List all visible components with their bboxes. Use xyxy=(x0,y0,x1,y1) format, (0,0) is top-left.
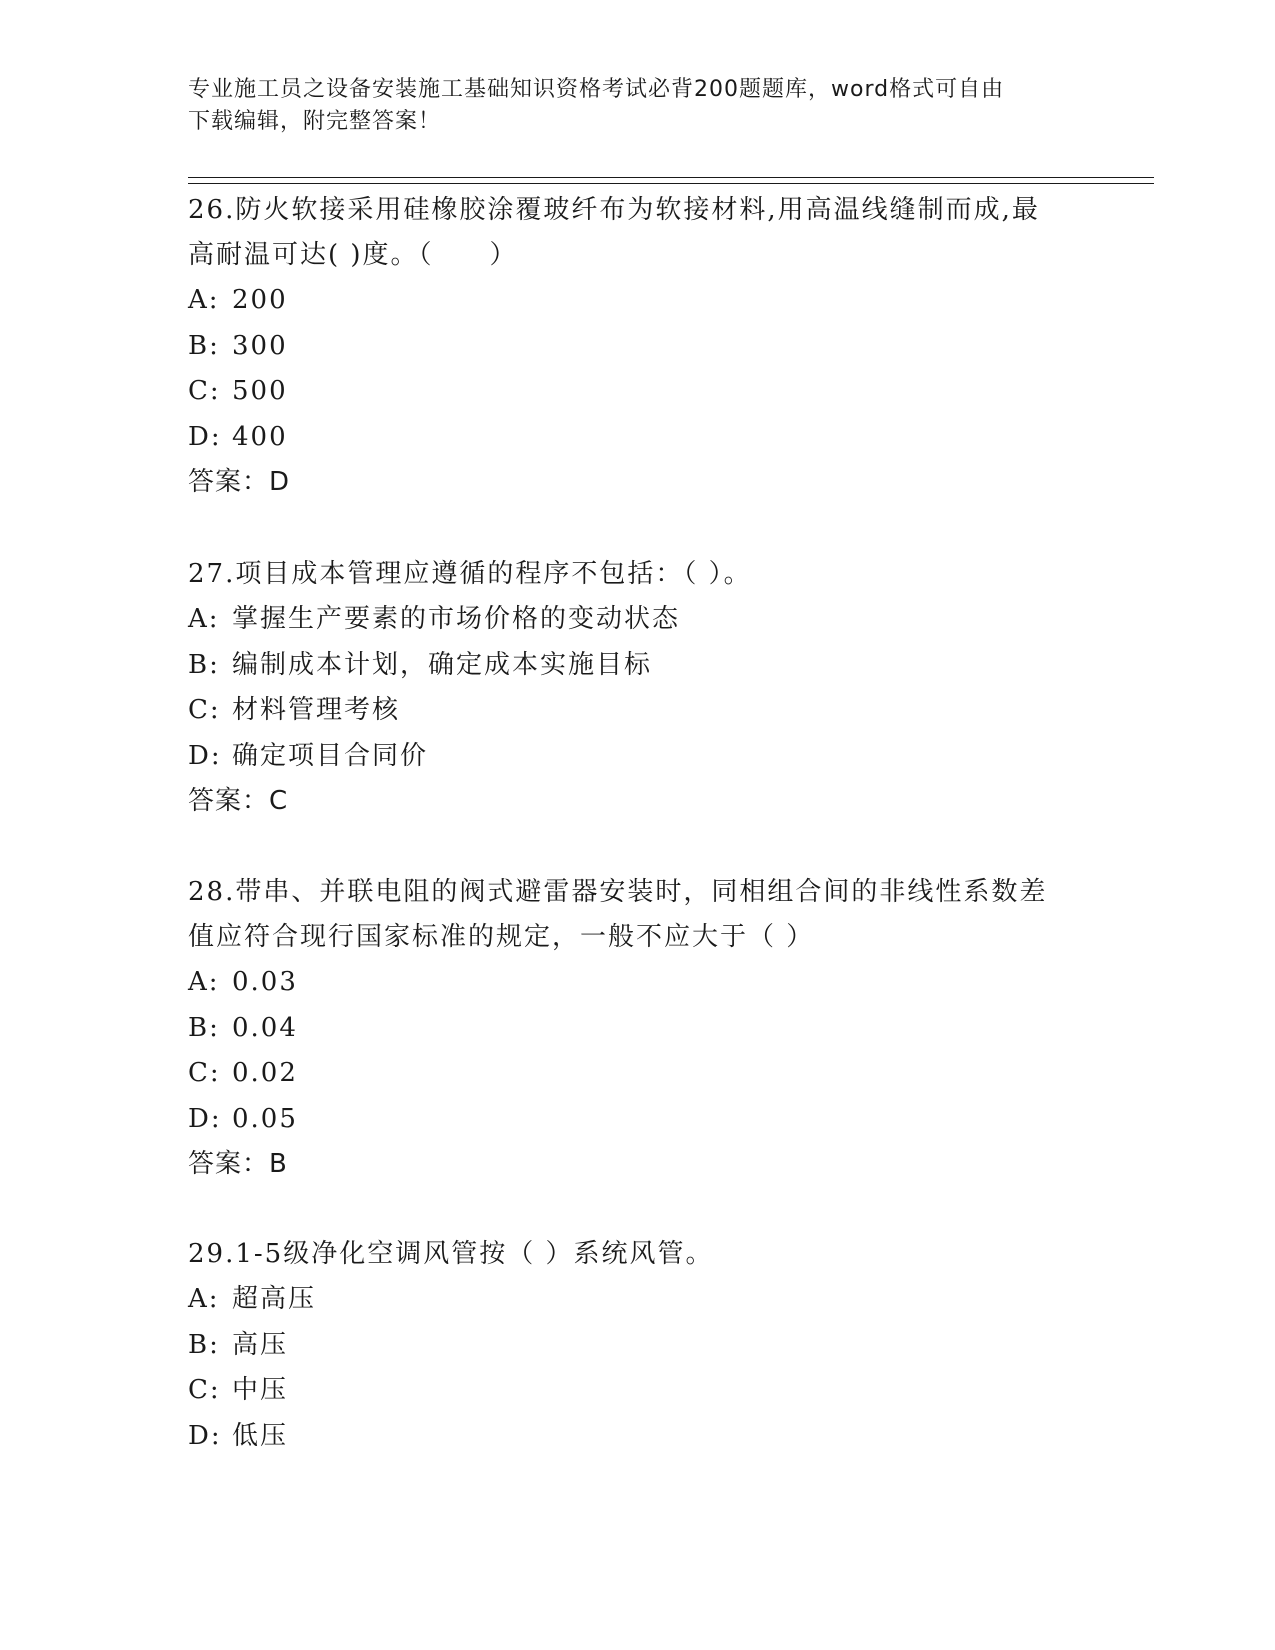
option-key: B: xyxy=(188,649,220,680)
question-27 xyxy=(188,552,1088,824)
option-key: A: xyxy=(188,1284,220,1314)
option-b xyxy=(188,324,1088,370)
option-text: 0.04 xyxy=(232,1012,298,1043)
option-b xyxy=(188,643,1088,689)
document-header xyxy=(188,74,1068,138)
option-text: 高压 xyxy=(232,1329,289,1360)
option-key: B: xyxy=(188,1012,220,1043)
option-a xyxy=(188,597,1088,643)
option-key: D: xyxy=(188,740,222,771)
option-text: 500 xyxy=(232,376,288,406)
option-text: 400 xyxy=(232,421,288,452)
question-stem-line-1: 29.1-5级净化空调风管按（ ）系统风管。 xyxy=(188,1239,714,1269)
answer-line: 答案：D xyxy=(188,467,291,497)
option-text: 200 xyxy=(232,285,288,315)
question-26 xyxy=(188,188,1088,505)
option-a xyxy=(188,960,1088,1006)
question-stem-line-2: 值应符合现行国家标准的规定，一般不应大于（ ） xyxy=(188,922,815,952)
option-text: 300 xyxy=(232,330,288,361)
question-stem-line-2: 高耐温可达( )度。（ ） xyxy=(188,240,518,270)
option-key: D: xyxy=(188,1420,222,1451)
header-line-2: 下载编辑，附完整答案！ xyxy=(188,109,442,134)
option-text: 掌握生产要素的市场价格的变动状态 xyxy=(232,604,681,634)
option-b xyxy=(188,1323,1088,1369)
option-text: 中压 xyxy=(232,1375,289,1405)
option-d xyxy=(188,1097,1088,1143)
question-29 xyxy=(188,1232,1088,1459)
option-c xyxy=(188,369,1088,415)
option-c xyxy=(188,1051,1088,1097)
option-b xyxy=(188,1006,1088,1052)
option-key: B: xyxy=(188,330,220,361)
option-d xyxy=(188,415,1088,461)
option-key: C: xyxy=(188,376,221,406)
option-key: A: xyxy=(188,285,220,315)
option-text: 编制成本计划，确定成本实施目标 xyxy=(232,649,653,680)
header-line-1: 专业施工员之设备安装施工基础知识资格考试必背200题题库，word格式可自由 xyxy=(188,77,1005,102)
option-text: 超高压 xyxy=(232,1284,317,1314)
question-stem-line-1: 28.带串、并联电阻的阀式避雷器安装时，同相组合间的非线性系数差 xyxy=(188,877,1048,907)
option-c xyxy=(188,1368,1088,1414)
option-key: A: xyxy=(188,604,220,634)
question-28 xyxy=(188,870,1088,1187)
option-text: 0.03 xyxy=(232,967,298,997)
header-divider-top xyxy=(188,177,1154,178)
header-divider-bottom xyxy=(188,183,1154,184)
answer-line: 答案：B xyxy=(188,1149,288,1179)
option-a xyxy=(188,1277,1088,1323)
option-c xyxy=(188,688,1088,734)
option-key: A: xyxy=(188,967,220,997)
option-d xyxy=(188,1414,1088,1460)
option-text: 确定项目合同价 xyxy=(232,740,429,771)
answer-line: 答案：C xyxy=(188,786,289,816)
option-d xyxy=(188,734,1088,780)
option-key: D: xyxy=(188,421,222,452)
option-key: B: xyxy=(188,1329,220,1360)
option-key: C: xyxy=(188,695,221,725)
option-key: D: xyxy=(188,1103,222,1134)
option-a xyxy=(188,278,1088,324)
option-text: 0.02 xyxy=(232,1058,298,1088)
option-key: C: xyxy=(188,1375,221,1405)
option-text: 0.05 xyxy=(232,1103,298,1134)
question-stem-line-1: 27.项目成本管理应遵循的程序不包括：（ ）。 xyxy=(188,559,752,589)
option-key: C: xyxy=(188,1058,221,1088)
question-stem-line-1: 26.防火软接采用硅橡胶涂覆玻纤布为软接材料,用高温线缝制而成,最 xyxy=(188,195,1040,225)
option-text: 材料管理考核 xyxy=(232,695,401,725)
option-text: 低压 xyxy=(232,1420,289,1451)
